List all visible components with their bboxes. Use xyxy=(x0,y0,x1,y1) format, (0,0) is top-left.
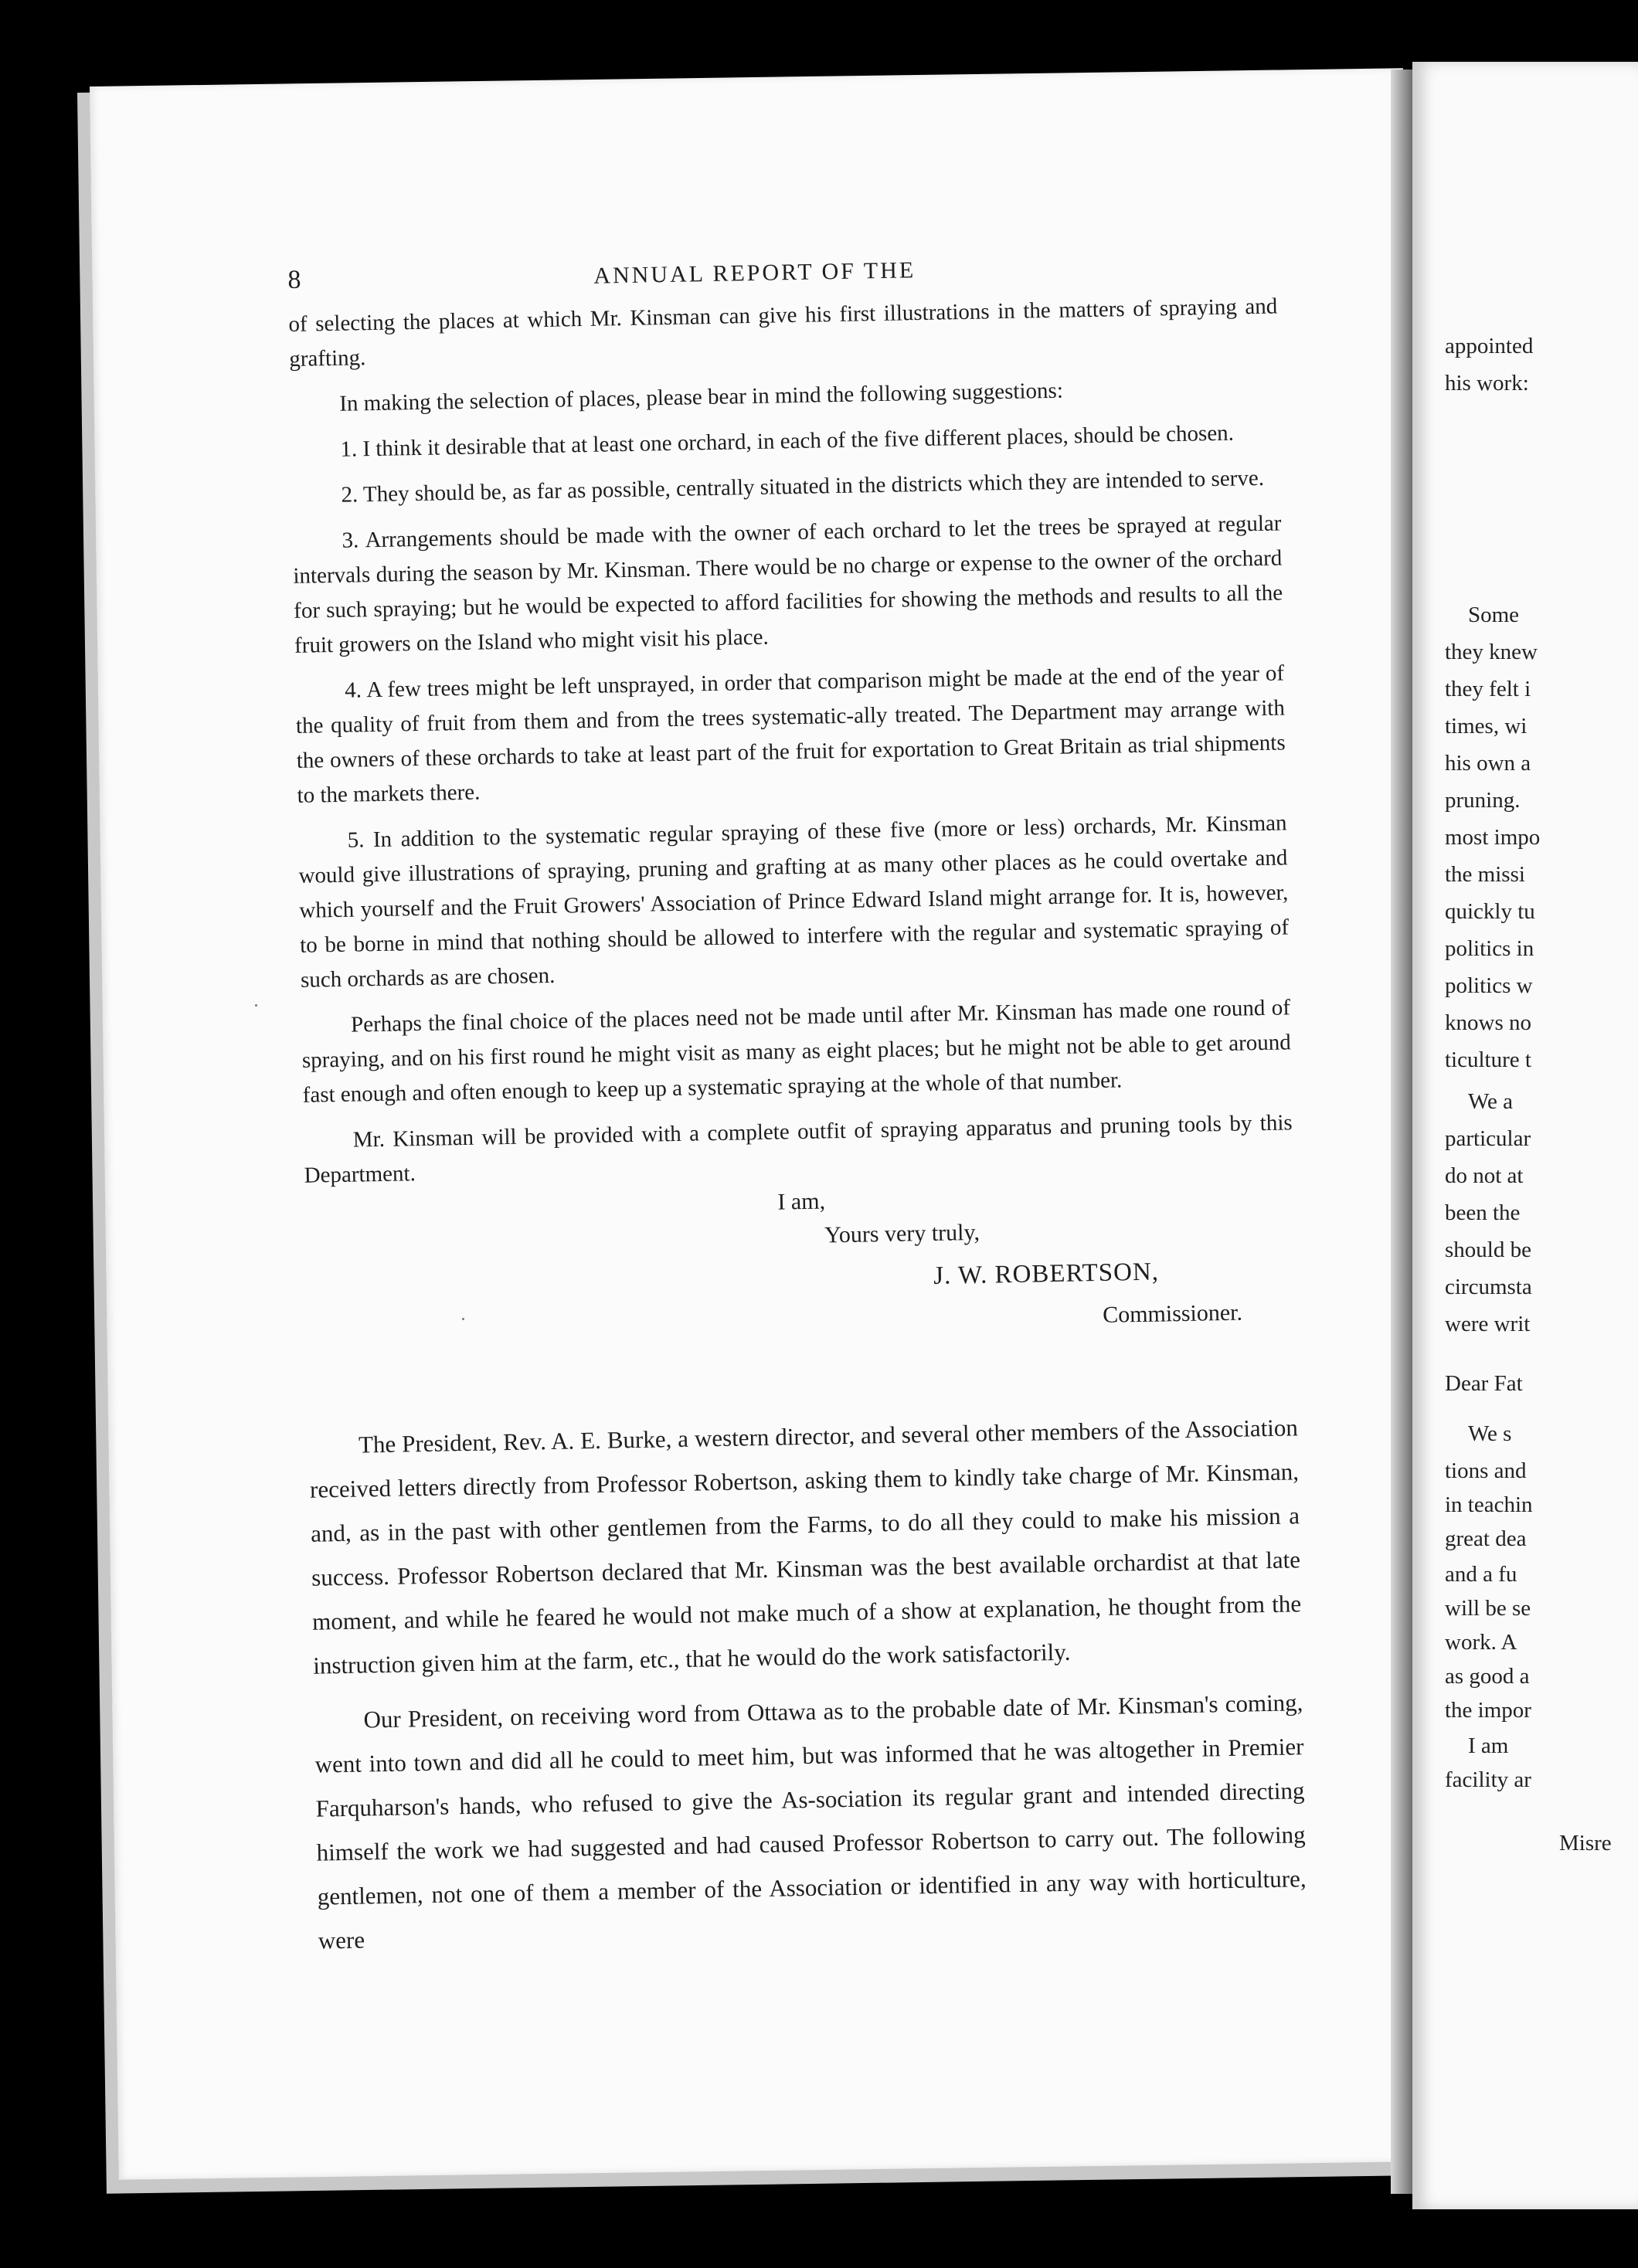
right-page-line: circumsta xyxy=(1445,1275,1532,1299)
page-number: 8 xyxy=(287,265,301,294)
report-body xyxy=(309,1405,1308,1962)
right-page-line: tions and xyxy=(1445,1458,1527,1483)
right-page-line: pruning. xyxy=(1445,788,1521,813)
right-page-line: knows no xyxy=(1445,1010,1531,1035)
paragraph: The President, Rev. A. E. Burke, a western director, and several other members of the Association received letters directly from Professor Robertson, asking them to kindly take charge of Mr. Kinsman, and, as in the past with other gentlemen from the Farms, to do all they could to make his mission a success. Professor Robertson declared that Mr. Kinsman was the best available orchardist at that late moment, and while he feared he would not make much of a show at explanation, he thought from the instruction given him at the farm, etc., that he would do the work satisfactorily. xyxy=(309,1414,1302,1679)
right-page-line: politics in xyxy=(1445,936,1534,961)
right-page-line: appointed xyxy=(1445,334,1534,358)
right-page-line: We s xyxy=(1468,1421,1512,1446)
signatory-title: Commissioner. xyxy=(1102,1299,1243,1328)
suggestion-1: 1. I think it desirable that at least one orchard, in each of the five different places, should be chosen. xyxy=(340,420,1235,462)
right-page-line: his work: xyxy=(1445,371,1529,396)
letter-closing xyxy=(304,1175,1296,1328)
right-page-line: politics w xyxy=(1445,973,1533,998)
suggestion-5: 5. In addition to the systematic regular spraying of these five (more or less) orchards, Mr. Kinsman would give illustrations of spraying, pruning and grafting at as many other places as he could overtake and which yourself and the Fruit Growers' Association of Prince Edward Island might arrange for. It is, however, to be borne in mind that nothing should be allowed to interfere with the regular and systematic spraying of such orchards as are chosen. xyxy=(298,810,1290,993)
right-page xyxy=(1412,62,1638,2209)
right-page-line: most impo xyxy=(1445,825,1541,850)
right-page-line: were writ xyxy=(1445,1312,1531,1336)
right-page-line: in teachin xyxy=(1445,1492,1533,1517)
right-page-line: ticulture t xyxy=(1445,1047,1531,1072)
right-page-line: great dea xyxy=(1445,1526,1527,1551)
paragraph: of selecting the places at which Mr. Kinsman can give his first illustrations in the matters of spraying and grafting. xyxy=(288,294,1278,372)
right-page-line: work. A xyxy=(1445,1630,1517,1655)
right-page-line: as good a xyxy=(1445,1664,1530,1689)
right-page-line: should be xyxy=(1445,1238,1531,1262)
right-page-line: facility ar xyxy=(1445,1767,1531,1792)
signature: J. W. ROBERTSON, xyxy=(933,1258,1160,1290)
right-page-line: do not at xyxy=(1445,1163,1524,1188)
right-page-line: will be se xyxy=(1445,1596,1531,1621)
right-page-line: Dear Fat xyxy=(1445,1371,1523,1396)
right-page-line: they felt i xyxy=(1445,677,1531,701)
left-page-content xyxy=(287,245,1307,1963)
right-page-line: particular xyxy=(1445,1126,1531,1151)
suggestion-3: 3. Arrangements should be made with the owner of each orchard to let the trees be sprayed at regular intervals during the season by Mr. Kinsman. There would be no charge or expense to the owner of the orchard for such spraying; but he would be expected to afford facilities for showing the methods and results to all the fruit growers on the Island who might visit his place. xyxy=(293,511,1283,658)
right-page-line: his own a xyxy=(1445,751,1531,776)
right-page-line: they knew xyxy=(1445,640,1538,664)
paragraph: Perhaps the final choice of the places need not be made until after Mr. Kinsman has made one round of spraying, and on his first round he might visit as many as eight places; but he might not be able to get around fast enough and often enough to keep up a systematic spraying at the whole of that number. xyxy=(301,995,1292,1108)
suggestion-4: 4. A few trees might be left unsprayed, in order that comparison might be made at the end of the year of the quality of fruit from them and from the trees systematic-ally treated. The Department may arrange with the owners of these orchards to take at least part of the fruit for exportation to Great Britain as trial shipments to the markets there. xyxy=(295,660,1286,808)
right-page-line: been the xyxy=(1445,1200,1521,1225)
right-page-line: the impor xyxy=(1445,1698,1531,1723)
paragraph: Mr. Kinsman will be provided with a complete outfit of spraying apparatus and pruning tools by this Department. xyxy=(304,1110,1293,1188)
speck xyxy=(462,1318,464,1320)
right-page-line: I am xyxy=(1468,1733,1509,1758)
speck xyxy=(255,1004,257,1007)
closing-line: I am, xyxy=(777,1188,826,1215)
suggestion-2: 2. They should be, as far as possible, centrally situated in the districts which they are intended to serve. xyxy=(341,465,1265,508)
right-page-line: quickly tu xyxy=(1445,899,1535,924)
right-page-line: and a fu xyxy=(1445,1562,1517,1587)
right-page-line: Misre xyxy=(1559,1831,1612,1855)
right-page-line: Some xyxy=(1468,603,1520,627)
running-title: ANNUAL REPORT OF THE xyxy=(593,257,916,289)
right-page-fragments xyxy=(1412,62,1638,2209)
right-page-line: the missi xyxy=(1445,862,1525,887)
closing-line: Yours very truly, xyxy=(824,1219,980,1248)
paragraph: In making the selection of places, please bear in mind the following suggestions: xyxy=(339,378,1064,416)
right-page-line: times, wi xyxy=(1445,714,1528,738)
right-page-line: We a xyxy=(1468,1089,1514,1114)
paragraph: Our President, on receiving word from Ottawa as to the probable date of Mr. Kinsman's coming, went into town and did all he could to meet him, but was informed that he was altogether in Premier Farquharson's hands, who refused to give the As-sociation its regular grant and intended directing himself the work we had suggested and had caused Professor Robertson to carry out. The following gentlemen, not one of them a member of the Association or identified in any way with horticulture, were xyxy=(314,1689,1307,1954)
